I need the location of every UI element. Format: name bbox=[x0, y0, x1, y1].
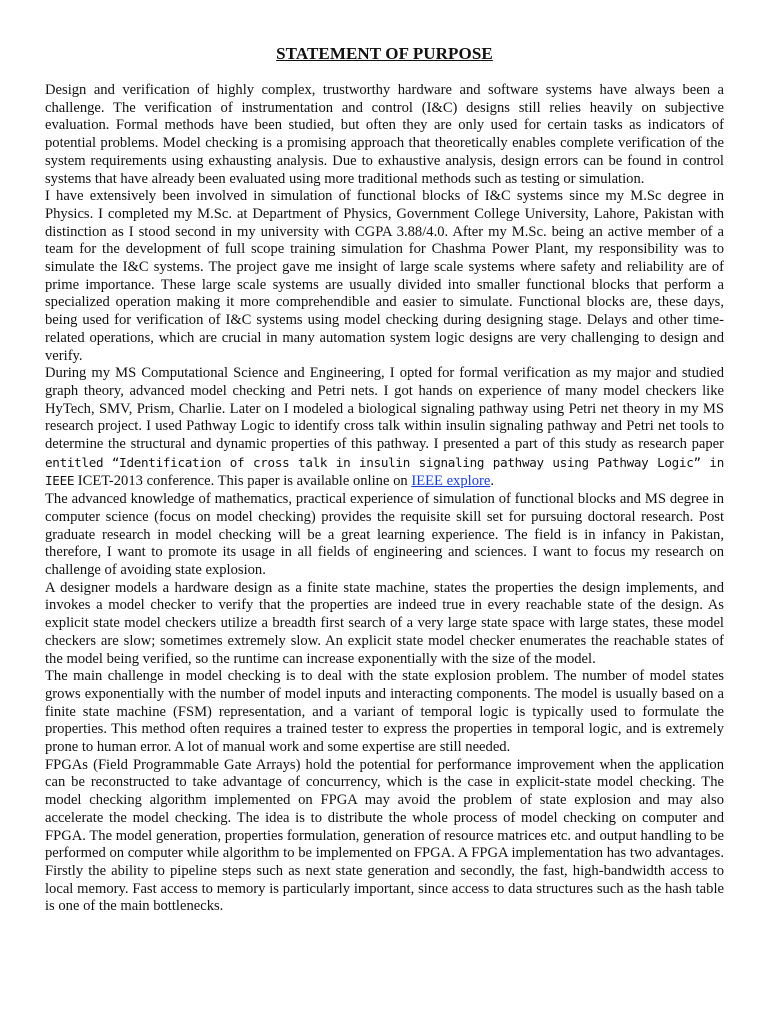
paragraph-model-checker: A designer models a hardware design as a finite state machine, states the properties the design implements, and invokes a model checker to verify that the properties are indeed true in every reachable state of the design. As explicit state model checkers utilize a breadth first search of a very large state space with large states, these model checkers are slow; sometimes extremely slow. An explicit state model checker enumerates the reachable states of the model being verified, so the runtime can increase exponentially with the size of the model. bbox=[45, 579, 724, 667]
ms-intro-text: During my MS Computational Science and Engineering, I opted for formal verification as my major and studied graph theory, advanced model checking and Petri nets. I got hands on experience of many model checkers like HyTech, SMV, Prism, Charlie. Later on I modeled a biological signaling pathway using Petri net theory in my MS research project. I used Pathway Logic to identify cross talk within insulin signaling pathway and Petri net tools to determine the structural and dynamic properties of this pathway. I presented a part of this study as research paper bbox=[45, 365, 724, 453]
paragraph-simulation-experience: I have extensively been involved in simulation of functional blocks of I&C systems since my M.Sc degree in Physics. I completed my M.Sc. at Department of Physics, Government College University, Lahore, Pakistan with distinction as I stood second in my university with CGPA 3.88/4.0. After my M.Sc. being an active member of a team for the development of full scope training simulation for Chashma Power Plant, my responsibility was to simulate the I&C systems. The project gave me insight of large scale systems where safety and reliability are of prime importance. These large scale systems are usually divided into smaller functional blocks that perform a specialized operation making it more comprehendible and easier to simulate. Functional blocks are, these days, being used for verification of I&C systems using model checking during designing stage. Delays and other time-related operations, which are crucial in many automation system logic designs are very challenging to design and verify. bbox=[45, 188, 724, 364]
paragraph-intro: Design and verification of highly complex, trustworthy hardware and software systems have always been a challenge. The verification of instrumentation and control (I&C) designs still relies heavily on subjective evaluation. Formal methods have been studied, but often they are only used for certain tasks as indicators of potential problems. Model checking is a promising approach that theoretically enables complete verification of the system requirements using exhausting analysis. Due to exhaustive analysis, design errors can be found in control systems that have already been evaluated using more traditional methods such as testing or simulation. bbox=[45, 82, 724, 187]
paragraph-fpga: FPGAs (Field Programmable Gate Arrays) hold the potential for performance improvement when the application can be reconstructed to take advantage of concurrency, which is the case in explicit-state model checking. The model checking algorithm implemented on FPGA may avoid the problem of state explosion and may also accelerate the model checking. The idea is to distribute the whole process of model checking on computer and FPGA. The model generation, properties formulation, generation of resource matrices etc. and output handling to be performed on computer while algorithm to be implemented on FPGA. A FPGA implementation has two advantages. Firstly the ability to pipeline steps such as next state generation and secondly, the fast, high-bandwidth access to local memory. Fast access to memory is particularly important, since access to data structures such as the hash table is one of the main bottlenecks. bbox=[45, 756, 724, 915]
ieee-explore-link[interactable]: IEEE explore bbox=[411, 473, 491, 490]
paragraph-ms-studies bbox=[45, 365, 724, 491]
ms-end-text: . bbox=[490, 473, 494, 490]
paragraph-state-explosion: The main challenge in model checking is to deal with the state explosion problem. The number of model states grows exponentially with the number of model inputs and interacting components. The model is usually based on a finite state machine (FSM) representation, and a variant of temporal logic is typically used to formulate the properties. This method often requires a trained tester to express the properties in temporal logic, and is extremely prone to human error. A lot of manual work and some expertise are still needed. bbox=[45, 668, 724, 756]
paragraph-skill-set: The advanced knowledge of mathematics, practical experience of simulation of functional blocks and MS degree in computer science (focus on model checking) provides the requisite skill set for pursuing doctoral research. Post graduate research in model checking will be a great learning experience. The field is in infancy in Pakistan, therefore, I want to promote its usage in all fields of engineering and sciences. I want to focus my research on challenge of avoiding state explosion. bbox=[45, 491, 724, 578]
page-title: STATEMENT OF PURPOSE bbox=[276, 44, 493, 63]
paper-title: entitled “Identification of cross talk in insulin signaling pathway using Pathway Logic” in IEEE bbox=[45, 454, 724, 489]
ms-after-title-text: ICET-2013 conference. This paper is available online on bbox=[74, 473, 412, 490]
